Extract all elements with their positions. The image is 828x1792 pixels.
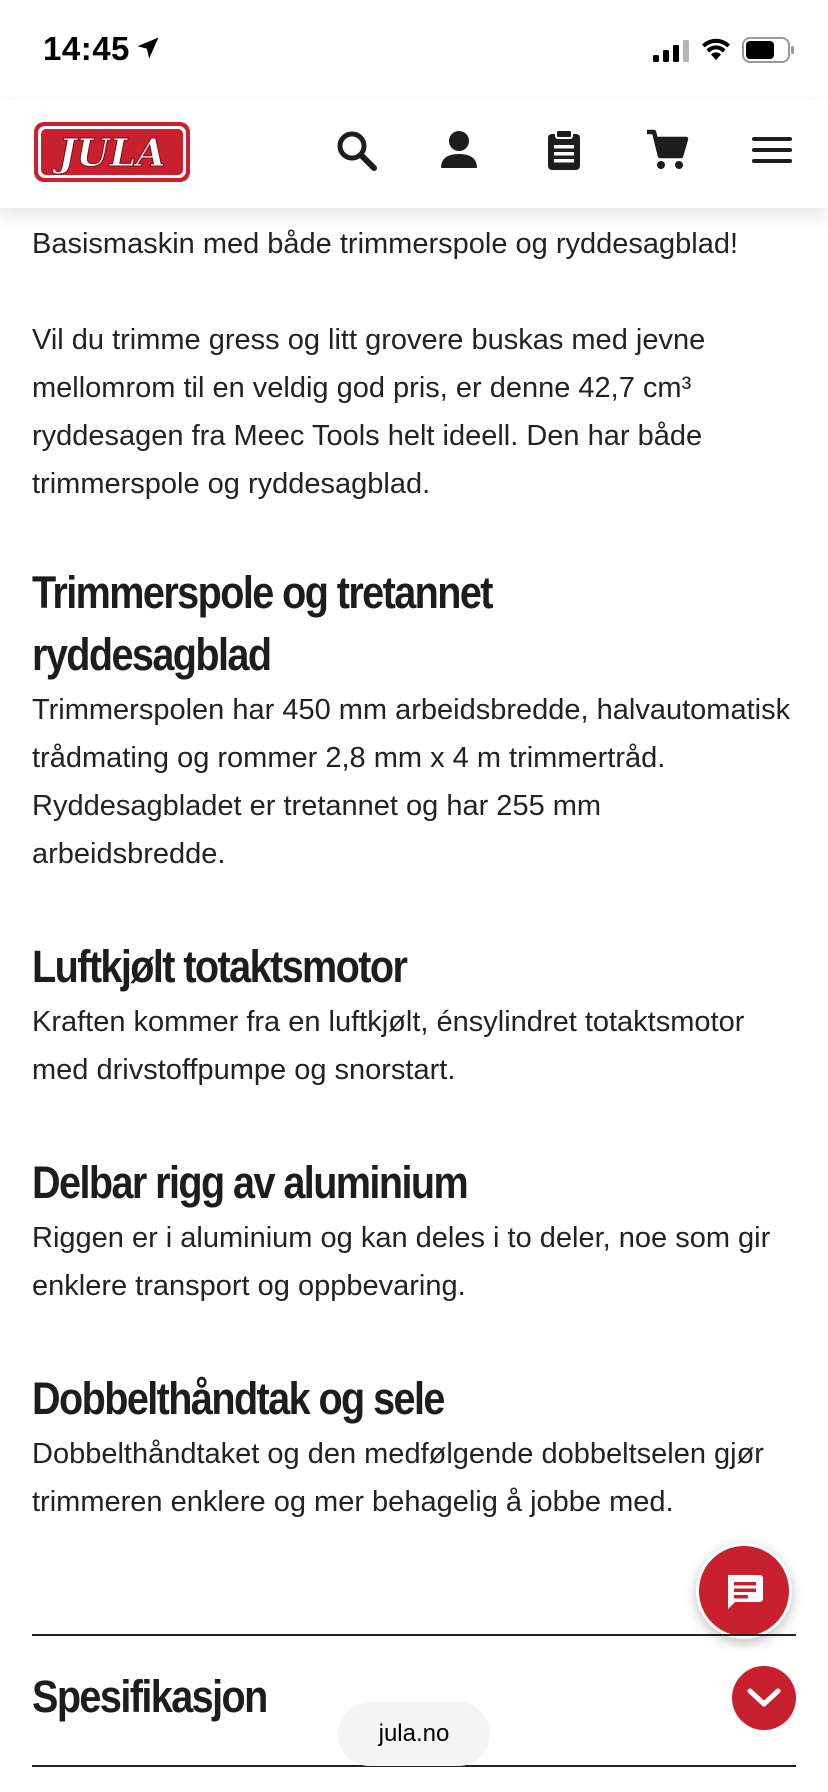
status-time: 14:45 [43, 30, 130, 67]
section-heading: Delbar rigg av aluminium [32, 1157, 468, 1208]
section-text: Riggen er i aluminium og kan deles i to deler, noe som gir enklere transport og oppbevaring. [32, 1222, 771, 1302]
browser-url-pill[interactable]: jula.no [338, 1702, 490, 1766]
cart-icon[interactable] [645, 128, 689, 172]
section-heading: Trimmerspole og tretannet ryddesagblad [32, 567, 492, 680]
specification-heading[interactable]: Spesifikasjon [32, 1671, 267, 1722]
section-text: Trimmerspolen har 450 mm arbeidsbredde, halvautomatisk trådmating og rommer 2,8 mm x 4 m trimmertråd. Ryddesagbladet er tretannet og har 255 mm arbeidsbredde. [32, 694, 791, 870]
jula-logo[interactable] [32, 120, 192, 184]
menu-icon[interactable] [750, 128, 794, 172]
wifi-icon [700, 36, 732, 62]
section-text: Kraften kommer fra en luftkjølt, énsylindret totaktsmotor med drivstoffpumpe og snorstart. [32, 1006, 745, 1086]
cellular-signal-icon [653, 40, 691, 62]
section-heading: Luftkjølt totaktsmotor [32, 941, 407, 992]
user-icon[interactable] [437, 128, 481, 172]
battery-icon [742, 37, 796, 63]
intro-text: Vil du trimme gress og litt grovere buskas med jevne mellomrom til en veldig god pris, er denne 42,7 cm³ ryddesagen fra Meec Tools helt ideell. Den har både trimmerspole og ryddesagblad. [32, 324, 706, 500]
location-arrow-icon [134, 34, 162, 62]
section-heading: Dobbelthåndtak og sele [32, 1373, 444, 1424]
shopping-list-icon[interactable] [542, 128, 586, 172]
chevron-down-icon [747, 1687, 781, 1709]
divider [32, 1634, 796, 1636]
status-bar [0, 0, 828, 100]
product-description [32, 208, 792, 1526]
chat-icon [722, 1569, 766, 1613]
expand-specification-button[interactable] [732, 1666, 796, 1730]
intro-title: Basismaskin med både trimmerspole og ryddesagblad! [32, 228, 739, 260]
site-header [0, 100, 828, 208]
logo-text: JULA [58, 130, 166, 175]
chat-button[interactable] [696, 1543, 792, 1639]
section-text: Dobbelthåndtaket og den medfølgende dobbeltselen gjør trimmeren enklere og mer behagelig å jobbe med. [32, 1438, 764, 1518]
search-icon[interactable] [334, 128, 378, 172]
